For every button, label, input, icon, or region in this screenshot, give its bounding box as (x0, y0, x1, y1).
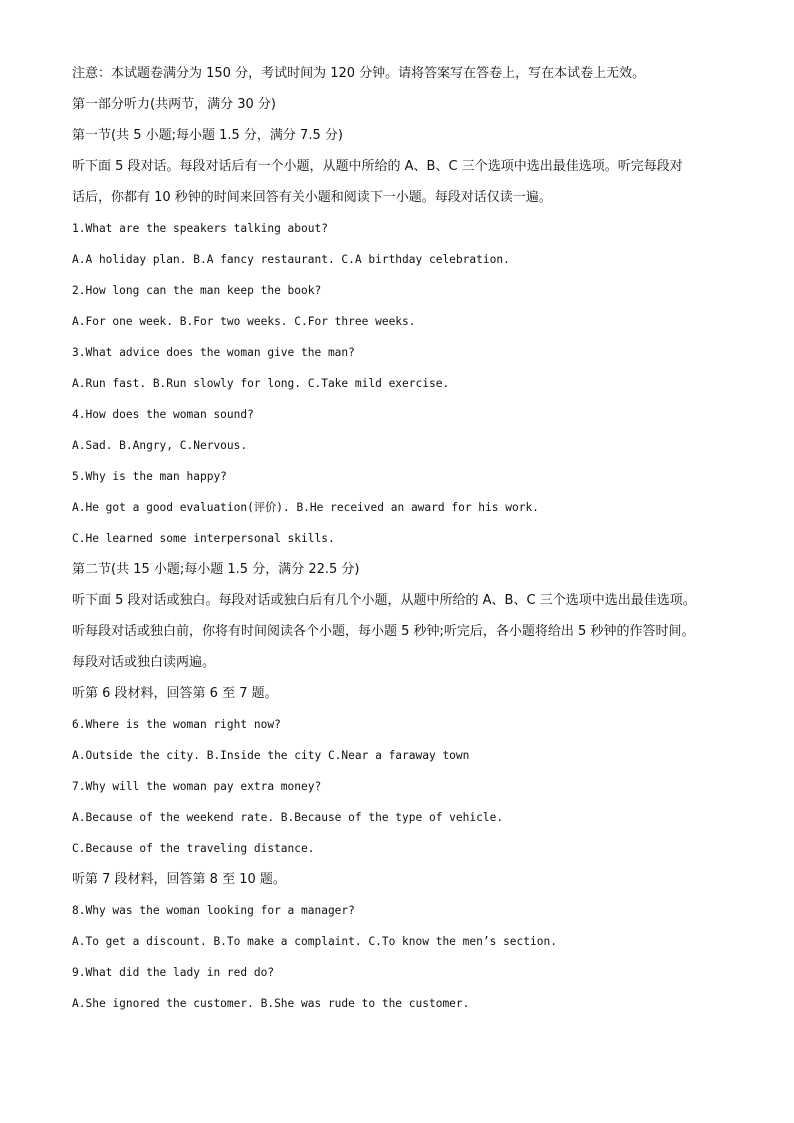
question-8: 8.Why was the woman looking for a manager? (72, 904, 355, 917)
question-6-options: A.Outside the city. B.Inside the city C.Near a faraway town (72, 749, 470, 762)
section-two-heading: 第二节(共 15 小题;每小题 1.5 分，满分 22.5 分) (72, 562, 360, 577)
question-7-options-a-b: A.Because of the weekend rate. B.Because of the type of vehicle. (72, 811, 504, 824)
question-9-options: A.She ignored the customer. B.She was rude to the customer. (72, 997, 470, 1010)
question-3: 3.What advice does the woman give the man? (72, 346, 355, 359)
question-5-options-a-b: A.He got a good evaluation(评价). B.He received an award for his work. (72, 501, 539, 514)
question-3-options: A.Run fast. B.Run slowly for long. C.Take mild exercise. (72, 377, 450, 390)
question-2: 2.How long can the man keep the book? (72, 284, 322, 297)
question-6: 6.Where is the woman right now? (72, 718, 281, 731)
notice-line: 注意：本试题卷满分为 150 分，考试时间为 120 分钟。请将答案写在答卷上，写在本试卷上无效。 (72, 66, 646, 81)
question-8-options: A.To get a discount. B.To make a complaint. C.To know the men’s section. (72, 935, 557, 948)
section-one-heading: 第一节(共 5 小题;每小题 1.5 分，满分 7.5 分) (72, 128, 343, 143)
question-5-option-c: C.He learned some interpersonal skills. (72, 532, 335, 545)
question-1-options: A.A holiday plan. B.A fancy restaurant. C.A birthday celebration. (72, 253, 510, 266)
section-one-instructions-line-2: 话后，你都有 10 秒钟的时间来回答有关小题和阅读下一小题。每段对话仅读一遍。 (72, 190, 552, 205)
question-4-options: A.Sad. B.Angry, C.Nervous. (72, 439, 248, 452)
section-one-instructions-line-1: 听下面 5 段对话。每段对话后有一个小题，从题中所给的 A、B、C 三个选项中选出最佳选项。听完每段对 (72, 159, 683, 174)
question-4: 4.How does the woman sound? (72, 408, 254, 421)
section-two-instructions-line-2: 听每段对话或独白前，你将有时间阅读各个小题，每小题 5 秒钟;听完后，各小题将给出 5 秒钟的作答时间。 (72, 624, 695, 639)
question-1: 1.What are the speakers talking about? (72, 222, 328, 235)
question-7-option-c: C.Because of the traveling distance. (72, 842, 315, 855)
question-9: 9.What did the lady in red do? (72, 966, 275, 979)
question-2-options: A.For one week. B.For two weeks. C.For three weeks. (72, 315, 416, 328)
material-6-heading: 听第 6 段材料，回答第 6 至 7 题。 (72, 686, 278, 701)
part-one-heading: 第一部分听力(共两节，满分 30 分) (72, 97, 276, 112)
section-two-instructions-line-3: 每段对话或独白读两遍。 (72, 655, 216, 670)
section-two-instructions-line-1: 听下面 5 段对话或独白。每段对话或独白后有几个小题，从题中所给的 A、B、C 三个选项中选出最佳选项。 (72, 593, 696, 608)
material-7-heading: 听第 7 段材料，回答第 8 至 10 题。 (72, 872, 286, 887)
question-5: 5.Why is the man happy? (72, 470, 227, 483)
question-7: 7.Why will the woman pay extra money? (72, 780, 322, 793)
